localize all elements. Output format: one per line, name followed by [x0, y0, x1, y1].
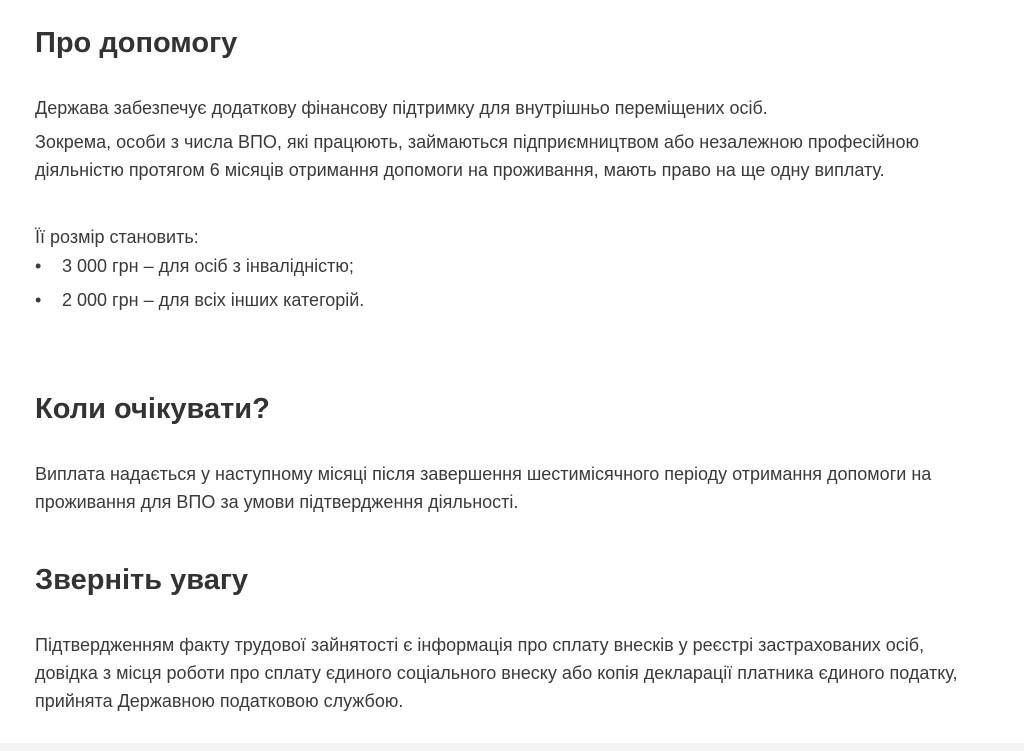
amount-list: [35, 252, 975, 320]
when-paragraph: Виплата надається у наступному місяці після завершення шестимісячного періоду отримання допомоги на проживання для ВПО за умови підтвердження діяльності.: [35, 464, 932, 512]
section-title-attention: Зверніть увагу: [35, 564, 249, 596]
section-title-about: Про допомогу: [35, 27, 238, 59]
amount-intro: Її розмір становить:: [35, 227, 199, 247]
section-title-when: Коли очікувати?: [35, 393, 270, 425]
attention-paragraph: Підтвердженням факту трудової зайнятості є інформація про сплату внесків у реєстрі застрахованих осіб, довідка з місця роботи про сплату єдиного соціального внеску або копія декларації платника єдиного податку, прийнята Державною податковою службою.: [35, 635, 958, 711]
about-paragraph-1: Держава забезпечує додаткову фінансову підтримку для внутрішньо переміщених осіб.: [35, 98, 768, 118]
about-paragraph-2: Зокрема, особи з числа ВПО, які працюють, займаються підприємництвом або незалежною професійною діяльністю протягом 6 місяців отримання допомоги на проживання, мають право на ще одну виплату.: [35, 132, 919, 180]
list-item-text: 3 000 грн – для осіб з інвалідністю;: [62, 256, 354, 276]
bullet-icon: •: [35, 256, 42, 276]
bullet-icon: •: [35, 290, 42, 310]
list-item: [35, 286, 975, 320]
page-bottom-strip: [0, 743, 1024, 751]
list-item: [35, 252, 975, 286]
list-item-text: 2 000 грн – для всіх інших категорій.: [62, 290, 365, 310]
